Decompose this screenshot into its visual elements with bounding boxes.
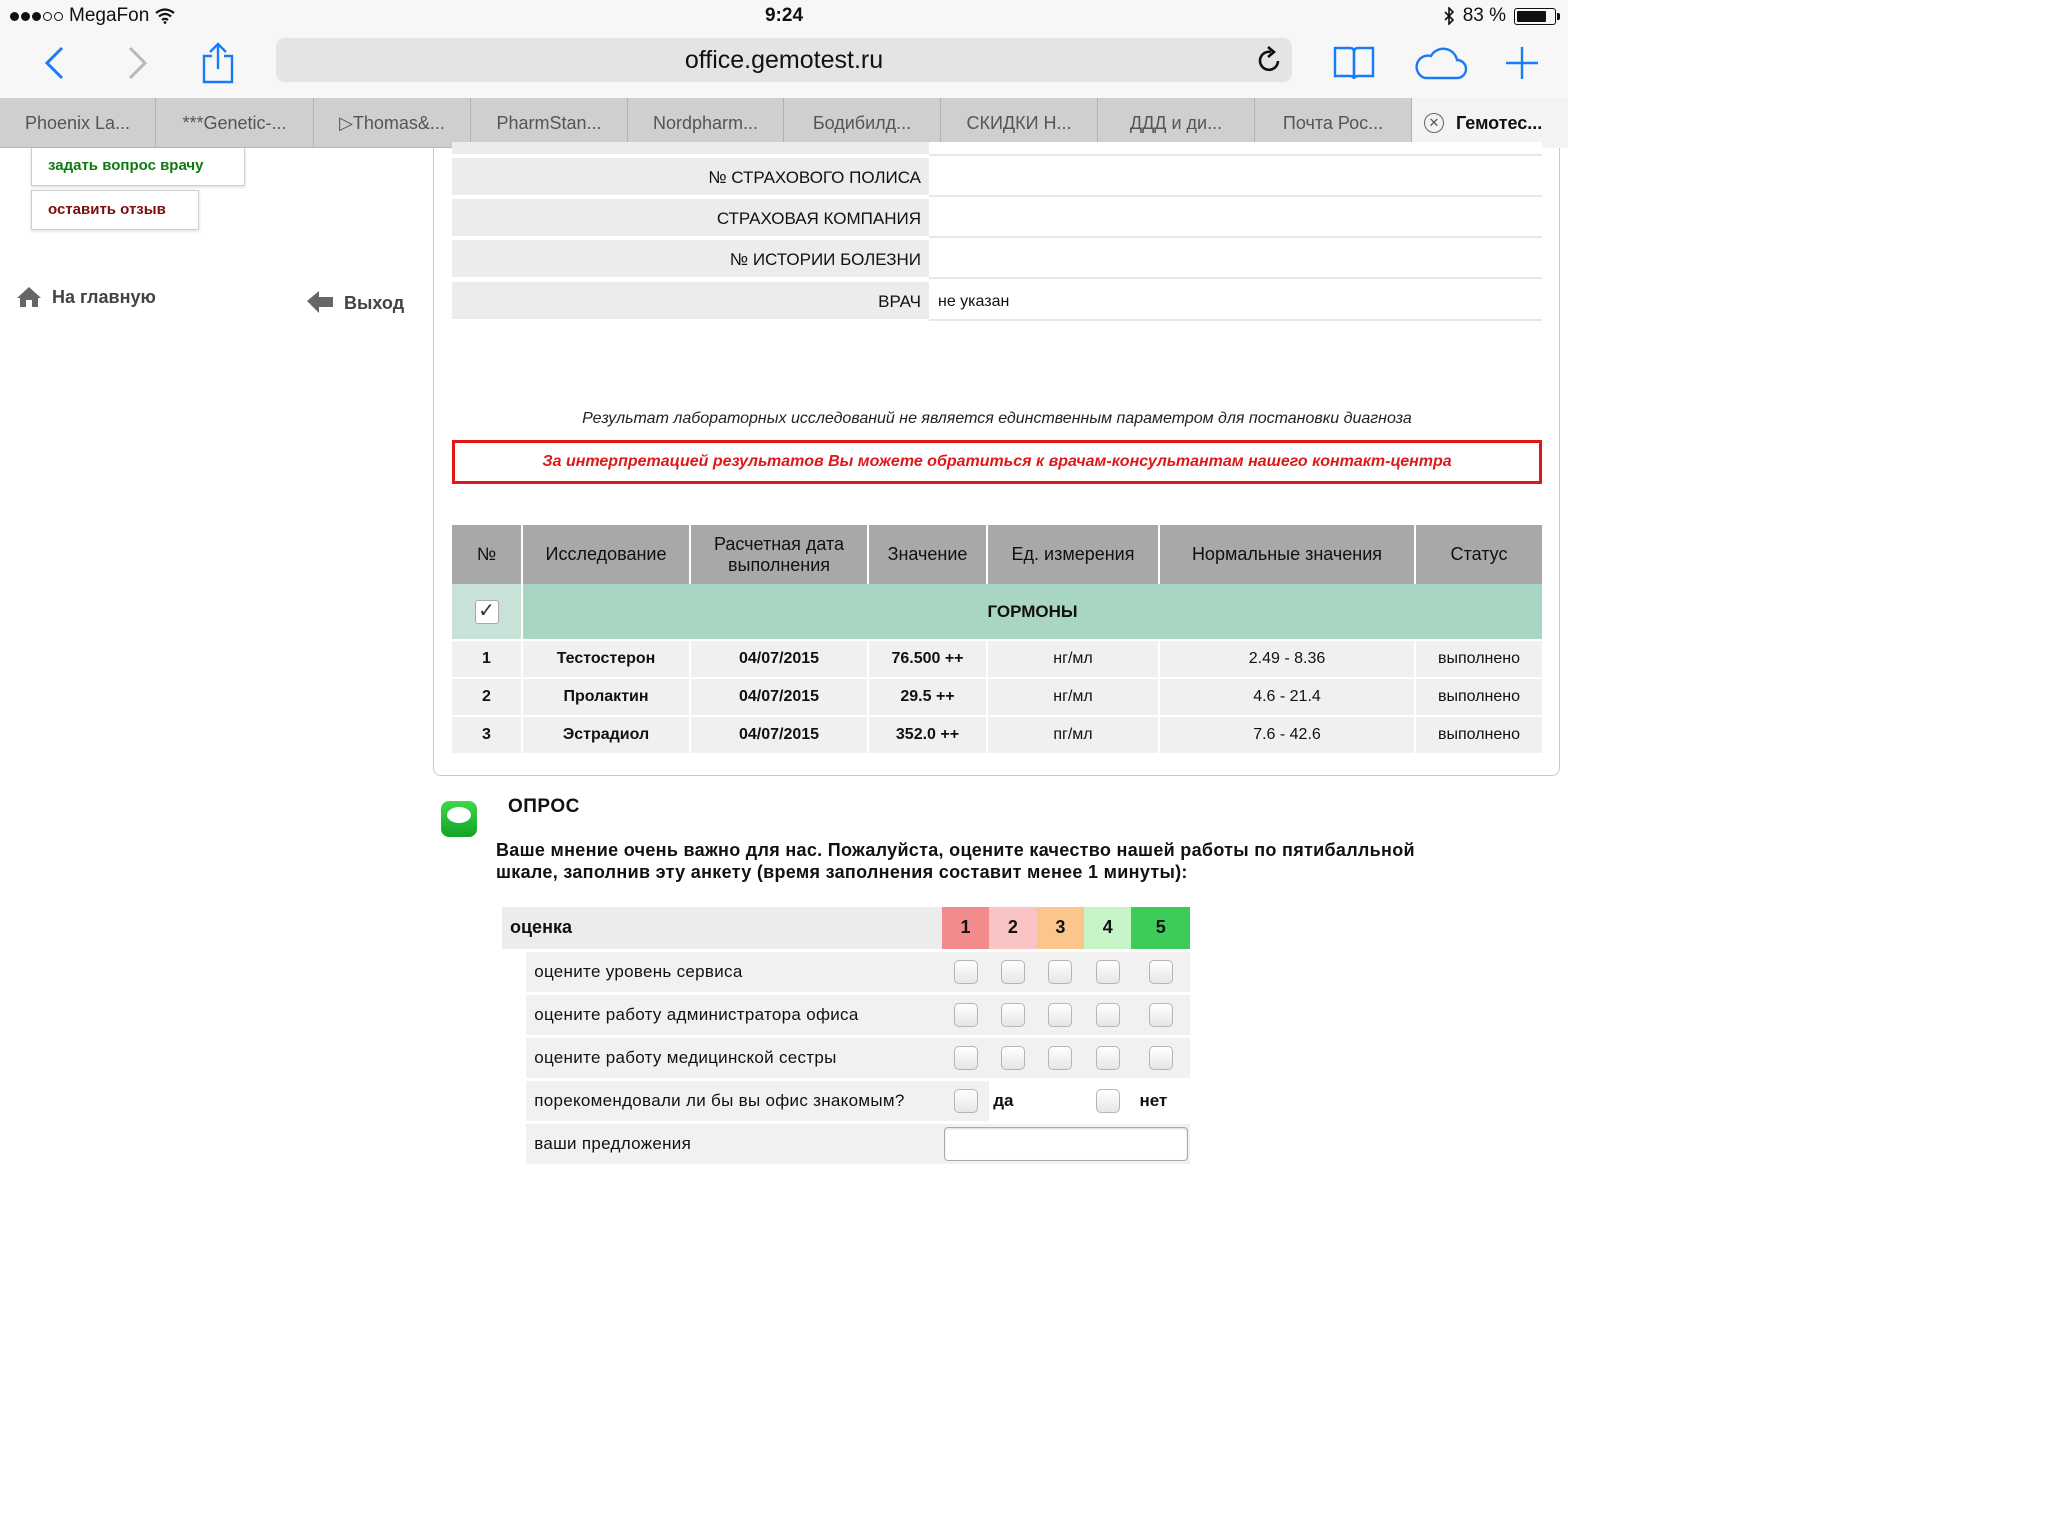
col-header-date: Расчетная дата выполнения [690,525,868,584]
insurance-policy-label: № СТРАХОВОГО ПОЛИСА [452,158,929,197]
tab-ddd[interactable] [1098,98,1255,148]
insurance-policy-value [929,158,1542,197]
cloud-icon [1413,46,1467,80]
rating-cell [1131,950,1190,993]
score-4: 4 [1084,907,1131,950]
score-5: 5 [1131,907,1190,950]
suggestions-input[interactable] [944,1127,1188,1161]
row-indent [502,950,526,993]
medical-history-value [929,240,1542,279]
medical-history-label: № ИСТОРИИ БОЛЕЗНИ [452,240,929,279]
info-row-partial [452,142,1542,156]
tab-bodybuilding[interactable] [784,98,941,148]
chevron-right-icon [126,45,150,81]
group-select-cell[interactable] [452,584,522,640]
row-number: 2 [452,678,522,716]
score-3: 3 [1037,907,1084,950]
rating-cell [1037,950,1084,993]
rating-checkbox-1[interactable] [954,960,978,984]
rating-cell [1131,1036,1190,1079]
doctor-value: не указан [929,282,1542,321]
question-nurse: оцените работу медицинской сестры [526,1036,942,1079]
table-row [452,678,1542,716]
home-link-label: На главную [52,286,156,307]
rating-header-row [502,907,1190,950]
rating-row-admin [502,993,1190,1036]
suggestions-row [502,1122,1190,1165]
info-value-partial [929,142,1542,156]
rating-checkbox-5[interactable] [1149,1046,1173,1070]
info-row [452,240,1542,279]
row-indent [502,1036,526,1079]
rating-cell [989,993,1036,1036]
chevron-left-icon [42,45,66,81]
home-icon [16,286,42,308]
rating-cell [942,993,989,1036]
bluetooth-icon [1443,7,1455,25]
tab-label: PharmStan... [496,112,602,133]
row-indent [502,993,526,1036]
test-name: Тестостерон [522,640,690,678]
info-row [452,158,1542,197]
test-norm: 4.6 - 21.4 [1159,678,1415,716]
rating-checkbox-2[interactable] [1001,1003,1025,1027]
home-link[interactable] [16,286,156,308]
info-row [452,199,1542,238]
icloud-tabs-button[interactable] [1410,38,1470,88]
tab-pharmstan[interactable] [471,98,628,148]
tab-label: ***Genetic-... [182,112,287,133]
no-cell [1084,1079,1131,1122]
tab-label: ▷Thomas&... [339,112,445,133]
test-norm: 2.49 - 8.36 [1159,640,1415,678]
no-label: нет [1131,1079,1190,1122]
exit-link-label: Выход [344,292,405,313]
reload-icon [1256,46,1282,74]
tab-label: Nordpharm... [652,112,759,133]
tab-discounts[interactable] [941,98,1098,148]
plus-icon [1505,46,1539,80]
suggestions-label: ваши предложения [526,1122,942,1165]
reload-button[interactable] [1256,44,1282,88]
test-date: 04/07/2015 [690,716,868,754]
rating-checkbox-4[interactable] [1096,1003,1120,1027]
carrier-name: MegaFon [69,5,150,26]
row-number: 1 [452,640,522,678]
forward-button[interactable] [108,38,168,88]
tab-phoenix[interactable] [0,98,156,148]
rating-checkbox-1[interactable] [954,1046,978,1070]
row-indent [502,1079,526,1122]
col-header-unit: Ед. измерения [987,525,1159,584]
doctor-label: ВРАЧ [452,282,929,321]
test-norm: 7.6 - 42.6 [1159,716,1415,754]
test-date: 04/07/2015 [690,678,868,716]
rating-checkbox-2[interactable] [1001,1046,1025,1070]
group-row-hormones [452,584,1542,640]
rating-row-nurse [502,1036,1190,1079]
score-2: 2 [989,907,1036,950]
tab-thomas[interactable] [314,98,471,148]
yes-label: да [989,1079,1084,1122]
insurance-company-value [929,199,1542,238]
test-value: 352.0 ++ [868,716,987,754]
row-indent [502,1122,526,1165]
tab-russian-post[interactable] [1255,98,1412,148]
tab-gemotest[interactable] [1412,98,1568,148]
rating-cell [1084,950,1131,993]
disclaimer-text: Результат лабораторных исследований не является единственным параметром для постановки диагноза [582,410,1412,427]
leave-review-button[interactable]: оставить отзыв [31,190,199,230]
battery-percent: 83 % [1462,5,1506,26]
share-icon [201,42,235,84]
share-button[interactable] [188,38,248,88]
address-bar[interactable] [276,38,1292,82]
rating-table [502,907,1190,1167]
info-label-partial [452,142,929,156]
test-name: Эстрадиол [522,716,690,754]
tab-label: Гемотес... [1456,112,1543,133]
table-row [452,640,1542,678]
test-value: 76.500 ++ [868,640,987,678]
tab-label: Бодибилд... [812,112,912,133]
col-header-status: Статус [1415,525,1542,584]
test-status: выполнено [1415,678,1542,716]
rating-checkbox-2[interactable] [1001,960,1025,984]
rating-checkbox-3[interactable] [1048,960,1072,984]
chat-bubble-icon [441,801,477,837]
exit-link[interactable] [306,290,404,316]
new-tab-button[interactable] [1492,38,1552,88]
test-unit: нг/мл [987,678,1159,716]
test-status: выполнено [1415,640,1542,678]
test-date: 04/07/2015 [690,640,868,678]
close-tab-icon[interactable]: ✕ [1424,113,1444,133]
tab-label: Почта Рос... [1282,112,1384,133]
battery-icon [1514,8,1556,25]
tab-bar [0,98,1568,148]
checkmark-icon[interactable]: ✓ [475,600,499,624]
rating-checkbox-5[interactable] [1149,960,1173,984]
rating-cell [1084,1036,1131,1079]
test-value: 29.5 ++ [868,678,987,716]
survey-title: ОПРОС [508,796,580,817]
tab-nordpharm[interactable] [628,98,784,148]
results-header-row [452,525,1542,584]
rating-checkbox-5[interactable] [1149,1003,1173,1027]
rating-row-service [502,950,1190,993]
rating-checkbox-4[interactable] [1096,1046,1120,1070]
tab-label: Phoenix La... [24,112,131,133]
url-text: office.gemotest.ru [684,46,884,74]
browser-toolbar [0,32,1568,98]
col-header-value: Значение [868,525,987,584]
results-panel [433,148,1560,776]
rating-cell [989,950,1036,993]
rating-checkbox-3[interactable] [1048,1003,1072,1027]
test-status: выполнено [1415,716,1542,754]
rating-checkbox-4[interactable] [1096,960,1120,984]
rating-cell [942,950,989,993]
question-admin: оцените работу администратора офиса [526,993,942,1036]
tab-genetic[interactable] [156,98,314,148]
rating-cell [1037,993,1084,1036]
rating-cell [1131,993,1190,1036]
results-table [452,525,1542,755]
rating-label: оценка [502,907,942,950]
info-row [452,282,1542,321]
question-service: оцените уровень сервиса [526,950,942,993]
yes-cell [942,1079,989,1122]
question-recommend: порекомендовали ли бы вы офис знакомым? [526,1079,942,1122]
suggestions-cell [942,1122,1190,1165]
back-button[interactable] [24,38,84,88]
rating-cell [1084,993,1131,1036]
consultation-notice: За интерпретацией результатов Вы можете обратиться к врачам-консультантам нашего контакт-центра [452,440,1542,484]
yes-radio[interactable] [954,1089,978,1113]
rating-cell [1037,1036,1084,1079]
group-name: ГОРМОНЫ [522,584,1542,640]
col-header-norm: Нормальные значения [1159,525,1415,584]
rating-checkbox-3[interactable] [1048,1046,1072,1070]
score-1: 1 [942,907,989,950]
col-header-test: Исследование [522,525,690,584]
insurance-company-label: СТРАХОВАЯ КОМПАНИЯ [452,199,929,238]
ask-doctor-button[interactable]: задать вопрос врачу [31,148,245,186]
rating-cell [989,1036,1036,1079]
test-unit: нг/мл [987,640,1159,678]
survey-intro: Ваше мнение очень важно для нас. Пожалуйста, оцените качество нашей работы по пятибалльной шкале, заполнив эту анкету (время заполнения составит менее 1 минуты): [496,840,1415,882]
status-bar [0,0,1568,32]
col-header-number: № [452,525,522,584]
test-name: Пролактин [522,678,690,716]
table-row [452,716,1542,754]
clock: 9:24 [764,5,804,26]
no-radio[interactable] [1096,1089,1120,1113]
rating-cell [942,1036,989,1079]
test-unit: пг/мл [987,716,1159,754]
exit-arrow-icon [306,290,334,316]
bookmarks-button[interactable] [1324,38,1384,88]
row-number: 3 [452,716,522,754]
book-icon [1333,45,1375,81]
status-right [1443,5,1556,27]
tab-label: СКИДКИ Н... [966,112,1072,133]
rating-checkbox-1[interactable] [954,1003,978,1027]
tab-label: ДДД и ди... [1129,112,1223,133]
recommend-row [502,1079,1190,1122]
